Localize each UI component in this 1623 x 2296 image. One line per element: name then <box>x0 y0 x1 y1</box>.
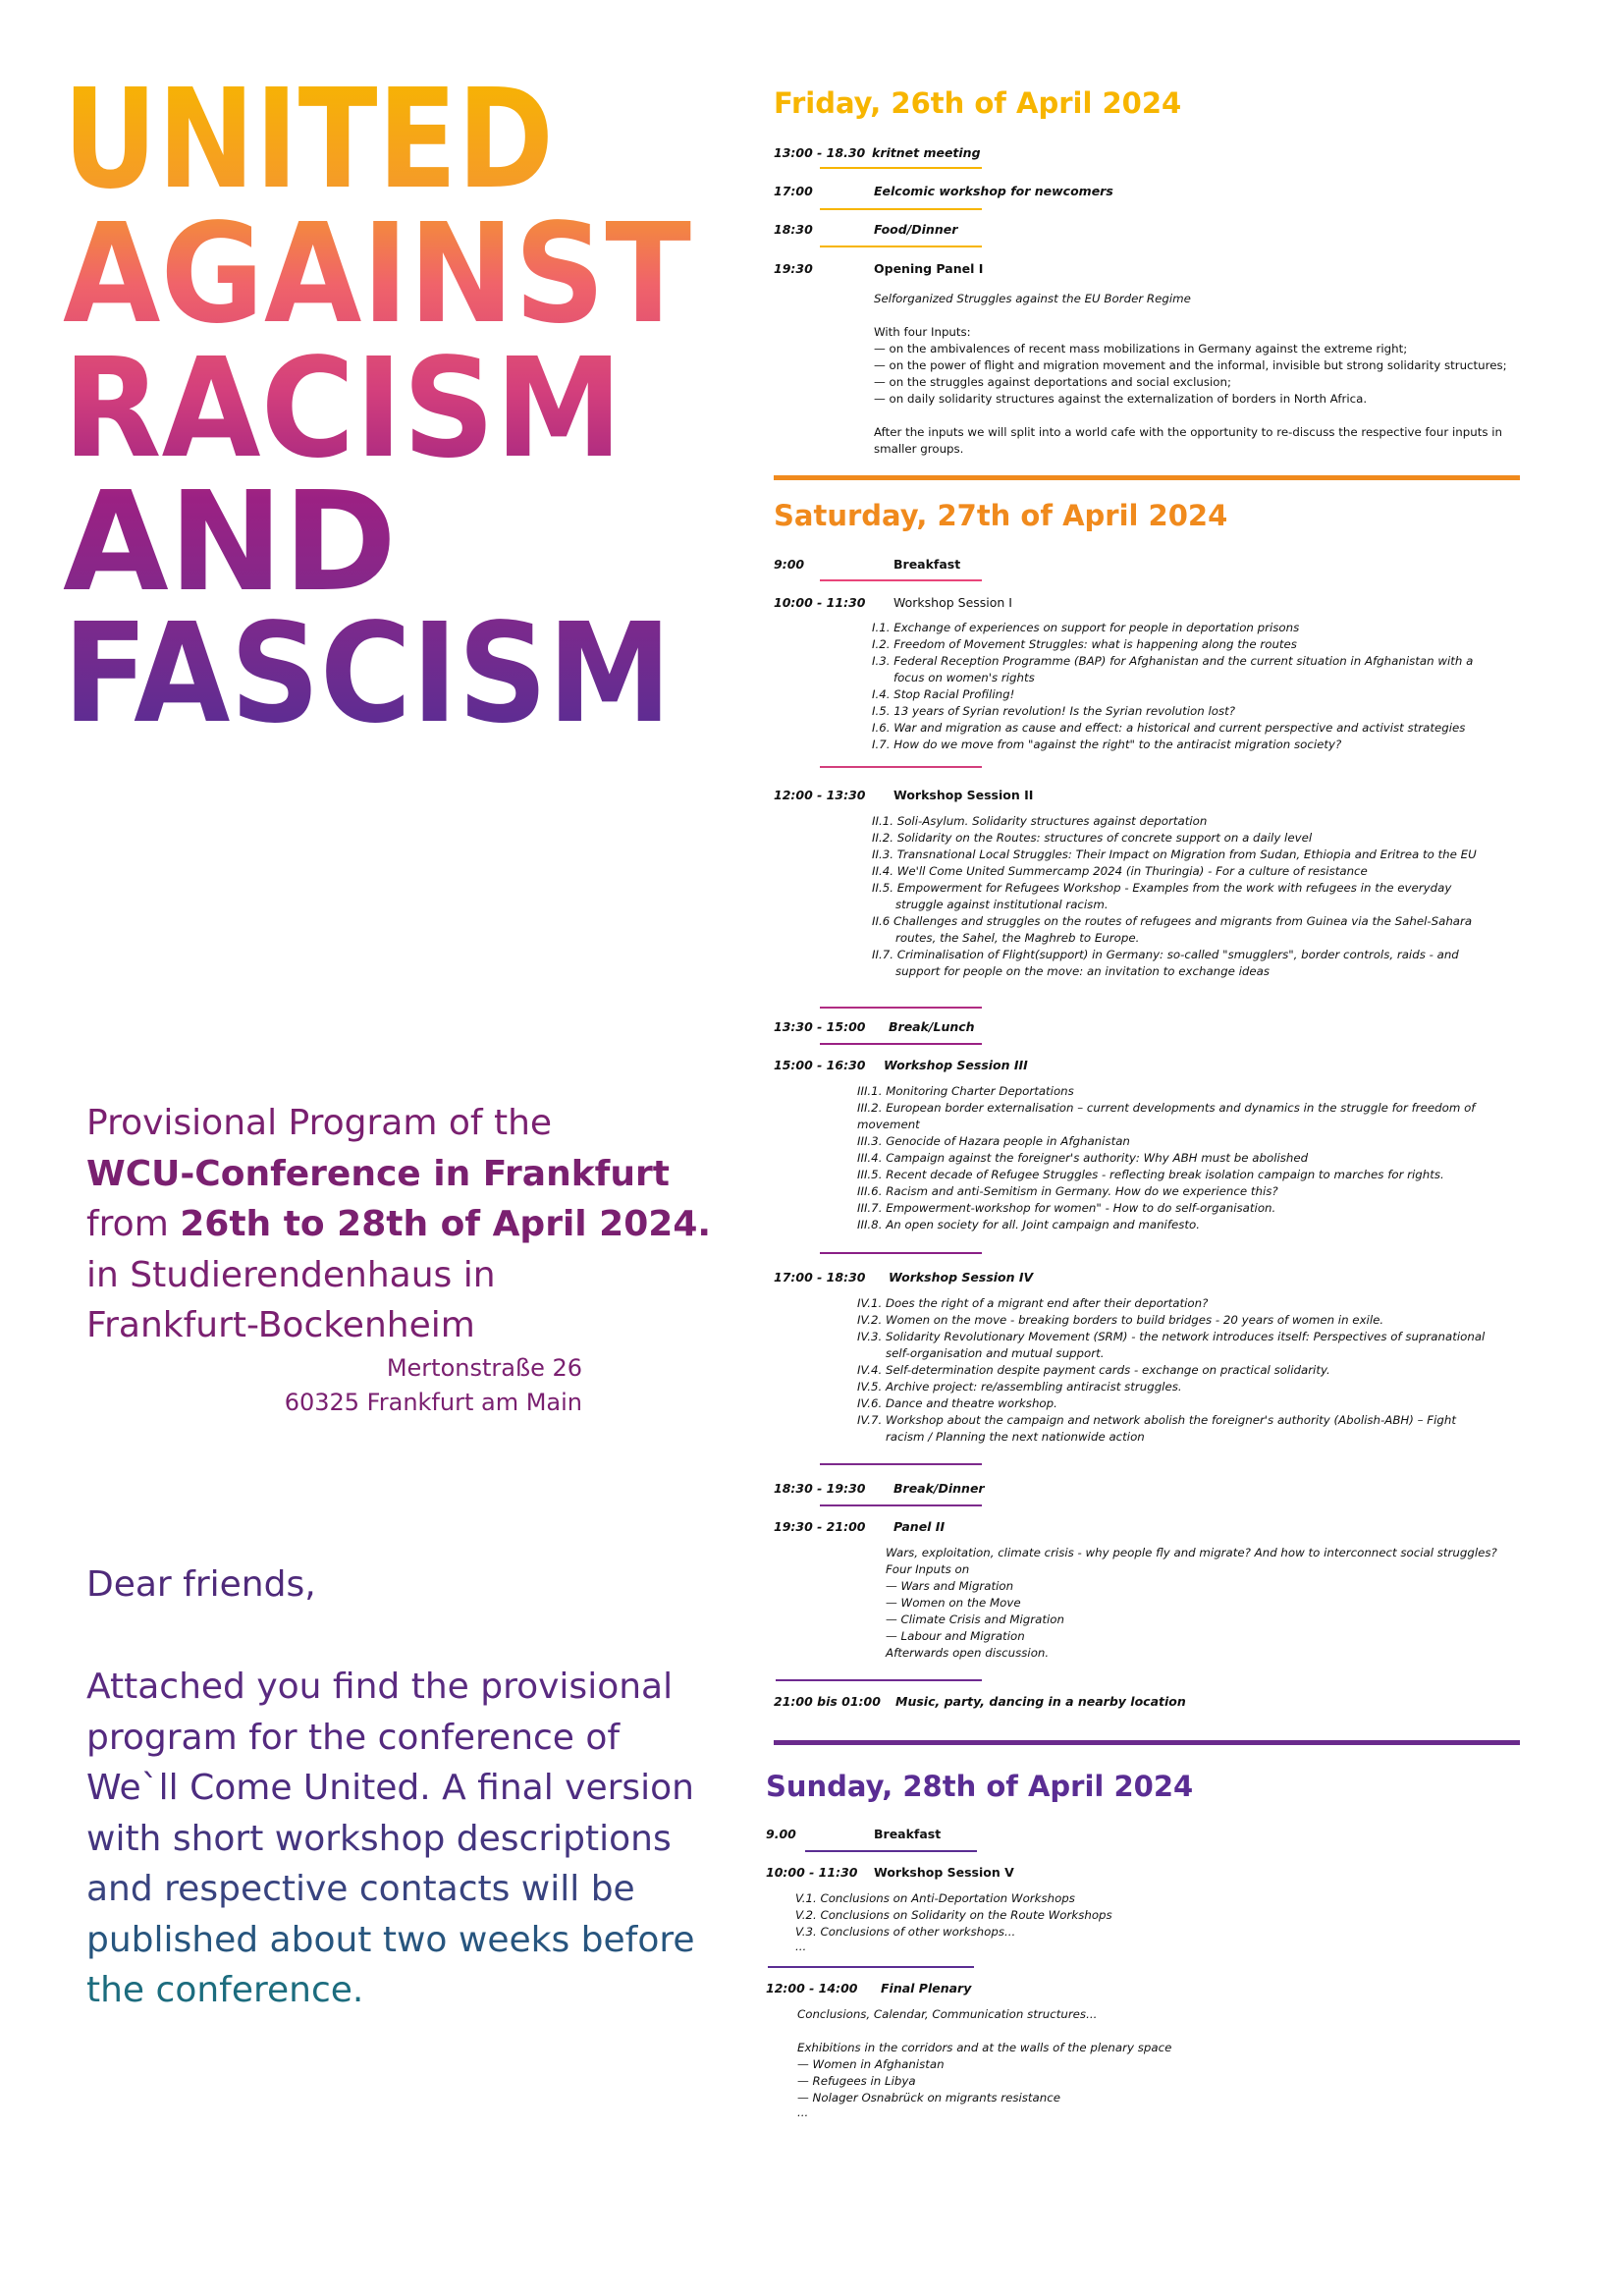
event-title: Break/Lunch <box>889 1019 975 1034</box>
separator <box>776 1679 982 1681</box>
title-word-2: AGAINST <box>63 194 691 355</box>
workshop-item: III.7. Empowerment-workshop for women" - How to do self-organisation. <box>857 1201 1276 1215</box>
event-title: Break/Dinner <box>893 1481 985 1496</box>
event-time: 12:00 - 13:30 <box>774 788 866 802</box>
workshop-item: I.3. Federal Reception Programme (BAP) for Afghanistan and the current situation in Afghanistan with a <box>872 654 1474 668</box>
event-time: 17:00 - 18:30 <box>774 1270 866 1285</box>
event-title: Breakfast <box>874 1827 942 1841</box>
day-separator <box>774 475 1520 480</box>
event-time: 10:00 - 11:30 <box>774 595 866 610</box>
workshop-item: I.1. Exchange of experiences on support for people in deportation prisons <box>872 621 1300 634</box>
separator <box>820 579 982 581</box>
workshop-item: movement <box>857 1118 920 1131</box>
panel-text: — Climate Crisis and Migration <box>886 1613 1064 1626</box>
panel-text: smaller groups. <box>874 442 964 456</box>
event-title: Food/Dinner <box>874 222 958 237</box>
workshop-item: III.8. An open society for all. Joint campaign and manifesto. <box>857 1218 1200 1231</box>
workshop-item: I.4. Stop Racial Profiling! <box>872 687 1015 701</box>
info-line-1: Provisional Program of the <box>86 1103 553 1143</box>
workshop-item: V.2. Conclusions on Solidarity on the Route Workshops <box>795 1908 1112 1922</box>
event-title: Breakfast <box>893 557 961 572</box>
event-time: 17:00 <box>774 184 813 198</box>
workshop-item: support for people on the move: an invitation to exchange ideas <box>895 964 1271 978</box>
event-title: kritnet meeting <box>872 145 981 160</box>
plenary-item: Exhibitions in the corridors and at the walls of the plenary space <box>797 2041 1172 2054</box>
event-time: 21:00 bis 01:00 <box>774 1694 881 1709</box>
workshop-item: V.3. Conclusions of other workshops... <box>795 1925 1016 1939</box>
workshop-item: IV.5. Archive project: re/assembling antiracist struggles. <box>857 1380 1182 1394</box>
separator <box>820 246 982 247</box>
workshop-item: II.1. Soli-Asylum. Solidarity structures against deportation <box>872 814 1208 828</box>
workshop-item: II.3. Transnational Local Struggles: Their Impact on Migration from Sudan, Ethiopia and Eritrea to the EU <box>872 847 1477 861</box>
plenary-item: ... <box>797 2105 809 2119</box>
info-line-3-dates: 26th to 28th of April 2024. <box>180 1204 712 1244</box>
workshop-item: II.4. We'll Come United Summercamp 2024 (in Thuringia) - For a culture of resistance <box>872 864 1368 878</box>
info-line-5: Frankfurt-Bockenheim <box>86 1305 475 1345</box>
panel-text: Wars, exploitation, climate crisis - why people fly and migrate? And how to interconnect social struggles? <box>886 1546 1497 1559</box>
event-title: Workshop Session II <box>893 788 1034 802</box>
workshop-item: III.1. Monitoring Charter Deportations <box>857 1084 1074 1098</box>
event-title: Workshop Session V <box>874 1865 1014 1880</box>
event-time: 19:30 - 21:00 <box>774 1519 866 1534</box>
panel-text: Selforganized Struggles against the EU Border Regime <box>874 292 1191 305</box>
workshop-item: III.6. Racism and anti-Semitism in Germany. How do we experience this? <box>857 1184 1278 1198</box>
day-title-sunday: Sunday, 28th of April 2024 <box>766 1770 1194 1803</box>
workshop-item: self-organisation and mutual support. <box>886 1346 1105 1360</box>
panel-text: After the inputs we will split into a world cafe with the opportunity to re-discuss the respective four inputs in <box>874 425 1502 439</box>
workshop-item: I.7. How do we move from "against the right" to the antiracist migration society? <box>872 738 1342 751</box>
workshop-item: III.4. Campaign against the foreigner's authority: Why ABH must be abolished <box>857 1151 1309 1165</box>
workshop-item: ... <box>795 1940 807 1953</box>
panel-text: — on daily solidarity structures against the externalization of borders in North Africa. <box>874 392 1368 406</box>
workshop-item: II.7. Criminalisation of Flight(support) in Germany: so-called "smugglers", border controls, raids - and <box>872 948 1459 961</box>
letter-line: program for the conference of <box>86 1717 621 1758</box>
letter-line: We`ll Come United. A final version <box>86 1768 694 1808</box>
address-street: Mertonstraße 26 <box>386 1353 582 1382</box>
workshop-item: IV.6. Dance and theatre workshop. <box>857 1396 1057 1410</box>
workshop-item: focus on women's rights <box>893 671 1035 684</box>
event-time: 12:00 - 14:00 <box>766 1981 858 1995</box>
separator <box>768 1966 974 1968</box>
workshop-item: racism / Planning the next nationwide action <box>886 1430 1145 1444</box>
separator <box>820 1043 982 1045</box>
workshop-item: struggle against institutional racism. <box>895 898 1109 911</box>
event-title: Music, party, dancing in a nearby location <box>895 1694 1186 1709</box>
panel-text: Four Inputs on <box>886 1562 970 1576</box>
separator <box>820 1007 982 1009</box>
event-title: Workshop Session I <box>893 595 1012 610</box>
workshop-item: II.2. Solidarity on the Routes: structures of concrete support on a daily level <box>872 831 1313 845</box>
title-word-5: FASCISM <box>63 594 672 738</box>
day-title-saturday: Saturday, 27th of April 2024 <box>774 499 1228 532</box>
workshop-item: II.5. Empowerment for Refugees Workshop - Examples from the work with refugees in the everyday <box>872 881 1452 895</box>
event-title: Final Plenary <box>881 1981 972 1995</box>
workshop-item: III.2. European border externalisation – current developments and dynamics in the struggle for freedom of <box>857 1101 1476 1115</box>
letter-greeting: Dear friends, <box>86 1564 316 1605</box>
workshop-item: V.1. Conclusions on Anti-Deportation Workshops <box>795 1891 1075 1905</box>
event-time: 10:00 - 11:30 <box>766 1865 858 1880</box>
event-time: 9.00 <box>766 1827 796 1841</box>
title-word-3: RACISM <box>63 329 622 489</box>
separator <box>820 1463 982 1465</box>
panel-text: With four Inputs: <box>874 325 971 339</box>
plenary-item: — Women in Afghanistan <box>797 2057 945 2071</box>
info-line-2: WCU-Conference in Frankfurt <box>86 1153 670 1194</box>
workshop-item: I.2. Freedom of Movement Struggles: what is happening along the routes <box>872 637 1297 651</box>
event-time: 19:30 <box>774 261 813 276</box>
event-title: Workshop Session IV <box>889 1270 1034 1285</box>
panel-text: — on the ambivalences of recent mass mobilizations in Germany against the extreme right; <box>874 342 1408 355</box>
event-time: 18:30 - 19:30 <box>774 1481 866 1496</box>
workshop-item: IV.3. Solidarity Revolutionary Movement (SRM) - the network introduces itself: Perspectives of supranational <box>857 1330 1486 1343</box>
event-title: Panel II <box>893 1519 946 1534</box>
letter-line: published about two weeks before <box>86 1919 695 1960</box>
plenary-item: — Refugees in Libya <box>797 2074 916 2088</box>
event-time: 18:30 <box>774 222 813 237</box>
panel-text: — Wars and Migration <box>886 1579 1014 1593</box>
day-title-friday: Friday, 26th of April 2024 <box>774 86 1182 120</box>
address-city: 60325 Frankfurt am Main <box>284 1388 582 1416</box>
workshop-item: I.6. War and migration as cause and effect: a historical and current perspective and activist strategies <box>872 721 1466 735</box>
event-time: 15:00 - 16:30 <box>774 1058 866 1072</box>
workshop-item: I.5. 13 years of Syrian revolution! Is the Syrian revolution lost? <box>872 704 1235 718</box>
workshop-item: IV.2. Women on the move - breaking borders to build bridges - 20 years of women in exile. <box>857 1313 1384 1327</box>
letter-line: Attached you find the provisional <box>86 1667 674 1707</box>
info-line-3-pre: from <box>86 1204 181 1244</box>
info-line-4: in Studierendenhaus in <box>86 1254 496 1295</box>
panel-text: — Labour and Migration <box>886 1629 1025 1643</box>
title-word-1: UNITED <box>63 71 554 220</box>
event-title: Opening Panel I <box>874 261 984 276</box>
event-title: Eelcomic workshop for newcomers <box>874 184 1113 198</box>
separator <box>820 1252 982 1254</box>
separator <box>820 1504 982 1506</box>
panel-text: — Women on the Move <box>886 1596 1021 1610</box>
separator <box>820 766 982 768</box>
letter-line: and respective contacts will be <box>86 1869 635 1909</box>
workshop-item: routes, the Sahel, the Maghreb to Europe. <box>895 931 1140 945</box>
panel-text: Afterwards open discussion. <box>886 1646 1050 1660</box>
separator <box>805 1850 977 1852</box>
event-time: 13:30 - 15:00 <box>774 1019 866 1034</box>
workshop-item: IV.4. Self-determination despite payment cards - exchange on practical solidarity. <box>857 1363 1330 1377</box>
separator <box>820 167 982 169</box>
event-title: Workshop Session III <box>884 1058 1028 1072</box>
workshop-item: II.6 Challenges and struggles on the routes of refugees and migrants from Guinea via the Sahel-Sahara <box>872 914 1473 928</box>
letter-line: with short workshop descriptions <box>86 1818 672 1859</box>
day-separator <box>774 1740 1520 1745</box>
workshop-item: III.5. Recent decade of Refugee Struggles - reflecting break isolation campaign to marches for rights. <box>857 1168 1444 1181</box>
event-time: 9:00 <box>774 557 805 572</box>
workshop-item: IV.1. Does the right of a migrant end after their deportation? <box>857 1296 1209 1310</box>
plenary-item: Conclusions, Calendar, Communication structures... <box>797 2007 1098 2021</box>
event-time: 13:00 - 18.30 <box>774 145 866 160</box>
workshop-item: IV.7. Workshop about the campaign and network abolish the foreigner's authority (Abolish-ABH) – Fight <box>857 1413 1456 1427</box>
separator <box>820 208 982 210</box>
panel-text: — on the power of flight and migration movement and the informal, invisible but strong solidarity structures; <box>874 358 1507 372</box>
panel-text: — on the struggles against deportations and social exclusion; <box>874 375 1231 389</box>
plenary-item: — Nolager Osnabrück on migrants resistance <box>797 2091 1060 2105</box>
letter-line: the conference. <box>86 1970 364 2010</box>
title-word-4: AND <box>63 463 397 623</box>
workshop-item: III.3. Genocide of Hazara people in Afghanistan <box>857 1134 1130 1148</box>
